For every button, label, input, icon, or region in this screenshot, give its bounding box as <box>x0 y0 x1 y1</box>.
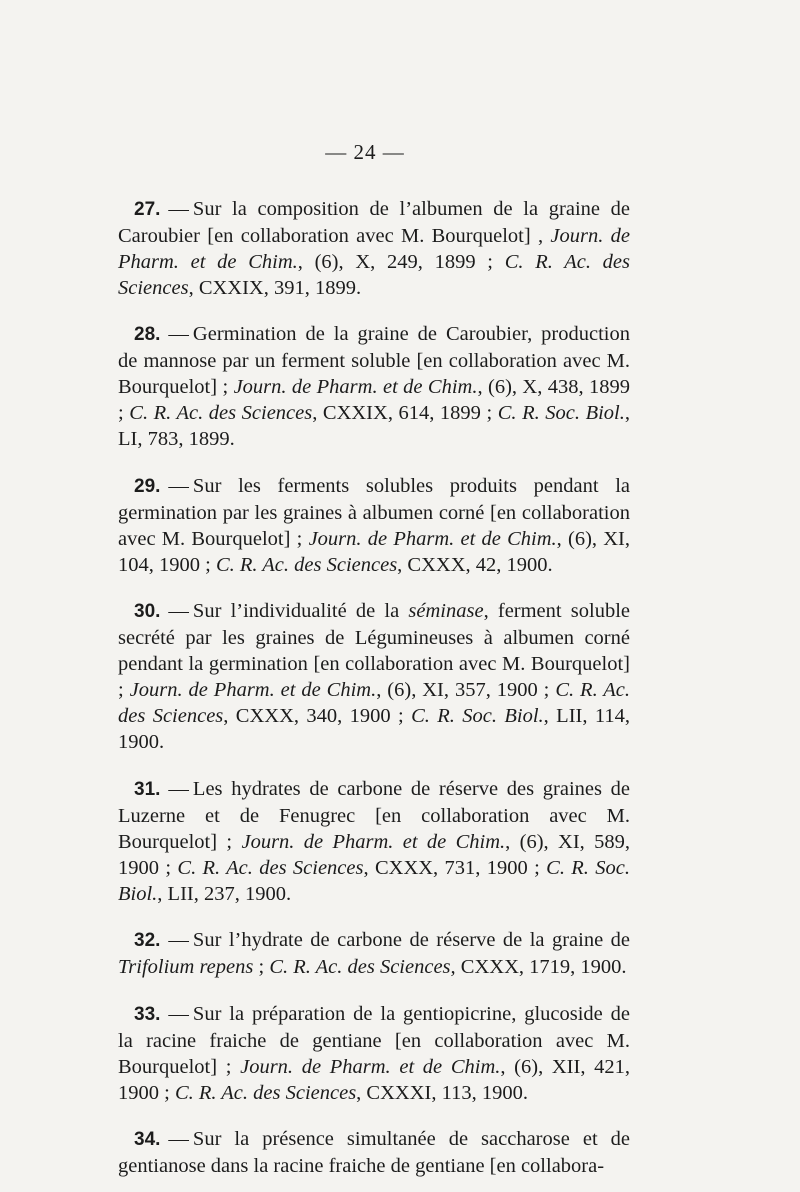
entry-citation-italic: Journ. de Pharm. et de Chim. <box>308 527 557 550</box>
entry-text: , LI, 783, 1899. <box>118 402 631 450</box>
entry-text: , (6), XI, 589, 1900 ; <box>118 830 630 879</box>
entry-number: 28. <box>134 324 161 345</box>
bibliography-entry <box>118 927 630 980</box>
entry-citation-italic: Journ. de Pharm. et de Chim. <box>241 830 506 853</box>
entry-text: , CXXX, 731, 1900 ; <box>363 856 547 879</box>
entry-citation-italic: Journ. de Pharm. et de Chim. <box>118 224 630 273</box>
entry-dash: — <box>168 474 189 497</box>
bibliography-entry <box>118 1126 630 1179</box>
entry-citation-italic: Journ. de Pharm. et de Chim. <box>233 376 478 398</box>
entry-dash: — <box>168 1002 189 1025</box>
entry-text: , LII, 237, 1900. <box>157 882 292 905</box>
entry-text: , CXXIX, 391, 1899. <box>188 276 362 299</box>
entry-number: 30. <box>134 601 161 622</box>
page-number: — 24 — <box>325 140 405 164</box>
entry-text: , CXXX, 340, 1900 ; <box>223 705 412 727</box>
entry-number: 32. <box>134 930 161 951</box>
bibliography-entry <box>118 321 630 452</box>
entry-dash: — <box>168 929 189 951</box>
entry-number: 29. <box>134 475 161 497</box>
entry-text: CXXX, 1719, 1900. <box>455 956 627 978</box>
entry-text: Les hydrates de carbone de réserve des graines de Luzerne et de Fenugrec [en collaboration avec M. Bourquelot] ; <box>118 777 630 853</box>
entry-text: ; <box>253 956 270 978</box>
bibliography-entry <box>118 598 630 755</box>
entry-text: Sur la présence simultanée de saccharose et de gentianose dans la racine fraiche de gentiane [en collabora- <box>118 1128 630 1177</box>
entry-text: , LII, 114, 1900. <box>118 705 630 753</box>
entry-text: Germination de la graine de Caroubier, production de mannose par un ferment soluble [en collaboration avec M. Bourquelot] ; <box>118 323 630 398</box>
bibliography-entry <box>118 473 630 578</box>
entry-dash: — <box>168 1128 189 1150</box>
entry-text: Sur l’hydrate de carbone de réserve de la graine de <box>192 929 630 951</box>
entry-text: , CXXIX, 614, 1899 ; <box>312 402 498 424</box>
entry-text: Sur la préparation de la gentiopicrine, glucoside de la racine fraiche de gentiane [en collaboration avec M. Bourquelot] ; <box>118 1002 630 1078</box>
entry-number: 34. <box>134 1129 161 1150</box>
entry-text: , (6), XII, 421, 1900 ; <box>118 1055 630 1104</box>
entry-citation-italic: Trifolium repens <box>118 956 254 978</box>
entry-citation-italic: C. R. Ac. des Sciences <box>118 250 630 299</box>
entry-citation-italic: Journ. de Pharm. et de Chim. <box>240 1055 501 1078</box>
entry-citation-italic: C. R. Ac. des Sciences, <box>269 956 456 978</box>
entry-citation-italic: C. R. Soc. Biol. <box>411 705 544 727</box>
bibliography-list <box>118 175 630 1189</box>
bibliography-entry <box>118 1001 630 1106</box>
entry-text: Sur les ferments solubles produits pendant la germination par les graines à albumen corné [en collaboration avec M. Bourquelot] ; <box>118 474 630 550</box>
entry-text: , CXXXI, 113, 1900. <box>356 1081 528 1104</box>
entry-number: 31. <box>134 778 161 800</box>
entry-number: 27. <box>134 198 161 220</box>
entry-text: , (6), X, 249, 1899 ; <box>297 250 505 273</box>
entry-text: , (6), XI, 104, 1900 ; <box>118 527 631 576</box>
entry-dash: — <box>168 323 189 345</box>
entry-citation-italic: C. R. Ac. des Sciences <box>177 856 364 879</box>
entry-text: Sur l’individualité de la <box>192 600 409 622</box>
entry-text: , ferment soluble secrété par les graines de Légumineuses à albumen corné pendant la germination [en collaboration avec M. Bourquelot] ; <box>118 600 631 701</box>
entry-citation-italic: Journ. de Pharm. et de Chim. <box>129 679 377 701</box>
entry-citation-italic: C. R. Soc. Biol. <box>497 402 625 424</box>
entry-text: , (6), XI, 357, 1900 ; <box>376 679 556 701</box>
entry-number: 33. <box>134 1003 161 1025</box>
bibliography-entry <box>118 196 630 301</box>
bibliography-entry <box>118 776 630 907</box>
entry-citation-italic: C. R. Ac. des Sciences <box>129 402 313 424</box>
entry-citation-italic: C. R. Soc. Biol. <box>118 856 631 905</box>
entry-citation-italic: C. R. Ac. des Sciences <box>215 553 398 576</box>
entry-text: , CXXX, 42, 1900. <box>397 553 553 576</box>
entry-citation-italic: C. R. Ac. des Sciences <box>118 679 631 727</box>
entry-citation-italic: C. R. Ac. des Sciences <box>174 1081 357 1104</box>
entry-dash: — <box>168 600 189 622</box>
entry-text: Sur la composition de l’albumen de la graine de Caroubier [en collaboration avec M. Bourquelot] , <box>118 197 630 247</box>
entry-citation-italic: séminase <box>408 600 484 622</box>
entry-text: , (6), X, 438, 1899 ; <box>118 376 631 424</box>
entry-dash: — <box>168 777 189 800</box>
entry-dash: — <box>168 197 189 220</box>
